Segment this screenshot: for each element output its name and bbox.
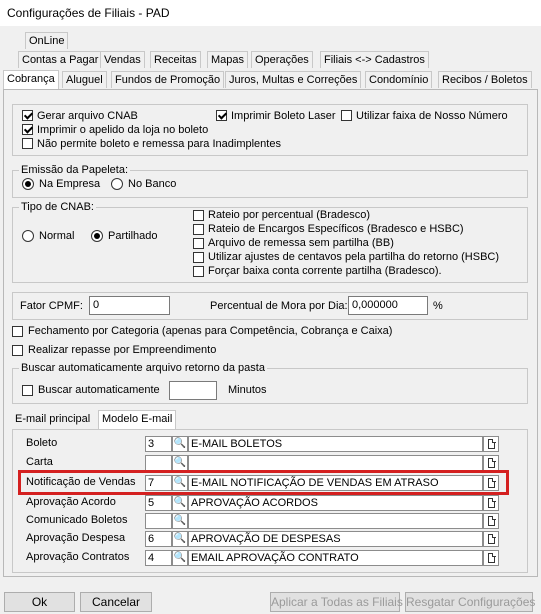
document-icon[interactable]: [483, 436, 499, 452]
tab-online[interactable]: OnLine: [25, 32, 68, 49]
utilizar-ajustes-checkbox[interactable]: [193, 252, 204, 263]
binoculars-icon[interactable]: 🔍: [172, 531, 188, 547]
buscar-automaticamente-label: Buscar automaticamente: [38, 384, 160, 396]
document-icon[interactable]: [483, 495, 499, 511]
tab-contas-a-pagar[interactable]: Contas a Pagar: [18, 51, 102, 68]
fator-cpmf-label: Fator CPMF:: [20, 300, 83, 312]
gerar-cnab-label: Gerar arquivo CNAB: [37, 110, 138, 122]
minutos-input[interactable]: [169, 381, 217, 400]
arquivo-remessa-checkbox[interactable]: [193, 238, 204, 249]
email-row-description: [188, 513, 483, 529]
email-row-description: EMAIL APROVAÇÃO CONTRATO: [188, 550, 483, 566]
tab-email-principal[interactable]: E-mail principal: [15, 413, 91, 425]
tab-filiais-cadastros[interactable]: Filiais <-> Cadastros: [320, 51, 429, 68]
forcar-baixa-label: Forçar baixa conta corrente partilha (Bradesco).: [208, 265, 442, 277]
realizar-repasse-checkbox[interactable]: [12, 345, 23, 356]
tab-fundos-promocao[interactable]: Fundos de Promoção: [111, 71, 224, 88]
document-icon[interactable]: [483, 513, 499, 529]
cnab-normal-label: Normal: [39, 230, 75, 242]
gerar-cnab-checkbox[interactable]: [22, 110, 33, 121]
email-row-label: Boleto: [26, 437, 58, 449]
forcar-baixa-checkbox[interactable]: [193, 266, 204, 277]
ok-button[interactable]: Ok: [4, 592, 75, 612]
cancelar-button[interactable]: Cancelar: [80, 592, 152, 612]
window-title: Configurações de Filiais - PAD: [7, 6, 170, 20]
tab-receitas[interactable]: Receitas: [150, 51, 201, 68]
percentual-mora-input[interactable]: 0,000000: [348, 296, 428, 315]
cnab-partilhado-label: Partilhado: [108, 230, 158, 242]
imprimir-apelido-label: Imprimir o apelido da loja no boleto: [37, 124, 209, 136]
na-empresa-radio[interactable]: [22, 178, 34, 190]
buscar-automaticamente-checkbox[interactable]: [22, 385, 33, 396]
percent-sign: %: [433, 300, 443, 312]
email-row-number-input[interactable]: [145, 513, 172, 529]
realizar-repasse-label: Realizar repasse por Empreendimento: [28, 344, 217, 356]
aplicar-todas-filiais-button[interactable]: Aplicar a Todas as Filiais: [270, 592, 400, 612]
email-row-number-input[interactable]: 4: [145, 550, 172, 566]
na-empresa-label: Na Empresa: [39, 178, 101, 190]
arquivo-remessa-label: Arquivo de remessa sem partilha (BB): [208, 237, 394, 249]
tab-modelo-email[interactable]: Modelo E-mail: [98, 410, 176, 429]
email-row-number-input[interactable]: 6: [145, 531, 172, 547]
email-row-number-input[interactable]: 3: [145, 436, 172, 452]
email-row-description: [188, 455, 483, 471]
tab-cobranca[interactable]: Cobrança: [3, 70, 59, 89]
rateio-encargos-checkbox[interactable]: [193, 224, 204, 235]
email-row-label: Aprovação Acordo: [26, 496, 116, 508]
document-icon[interactable]: [483, 550, 499, 566]
rateio-percentual-checkbox[interactable]: [193, 210, 204, 221]
document-icon[interactable]: [483, 531, 499, 547]
binoculars-icon[interactable]: 🔍: [172, 455, 188, 471]
rateio-encargos-label: Rateio de Encargos Específicos (Bradesco e HSBC): [208, 223, 464, 235]
email-row-label: Aprovação Despesa: [26, 532, 126, 544]
binoculars-icon[interactable]: 🔍: [172, 513, 188, 529]
imprimir-boleto-laser-label: Imprimir Boleto Laser: [231, 110, 336, 122]
tab-condominio[interactable]: Condomínio: [365, 71, 432, 88]
buscar-title: Buscar automaticamente arquivo retorno da pasta: [21, 362, 265, 374]
rateio-percentual-label: Rateio por percentual (Bradesco): [208, 209, 371, 221]
email-row-label: Aprovação Contratos: [26, 551, 130, 563]
email-row-description: APROVAÇÃO DE DESPESAS: [188, 531, 483, 547]
title-bar: [0, 0, 541, 26]
utilizar-faixa-checkbox[interactable]: [341, 110, 352, 121]
cnab-partilhado-radio[interactable]: [91, 230, 103, 242]
tab-aluguel[interactable]: Aluguel: [62, 71, 107, 88]
email-row-label: Comunicado Boletos: [26, 514, 128, 526]
emissao-title: Emissão da Papeleta:: [21, 164, 129, 176]
tab-vendas[interactable]: Vendas: [100, 51, 145, 68]
utilizar-ajustes-label: Utilizar ajustes de centavos pela partilha do retorno (HSBC): [208, 251, 500, 263]
utilizar-faixa-label: Utilizar faixa de Nosso Número: [356, 110, 508, 122]
minutos-label: Minutos: [228, 384, 267, 396]
email-row-label: Carta: [26, 456, 53, 468]
tab-recibos-boletos[interactable]: Recibos / Boletos: [438, 71, 532, 88]
binoculars-icon[interactable]: 🔍: [172, 436, 188, 452]
email-row-description: E-MAIL NOTIFICAÇÃO DE VENDAS EM ATRASO: [188, 475, 483, 491]
tab-operacoes[interactable]: Operações: [251, 51, 313, 68]
cnab-normal-radio[interactable]: [22, 230, 34, 242]
binoculars-icon[interactable]: 🔍: [172, 550, 188, 566]
no-banco-radio[interactable]: [111, 178, 123, 190]
fechamento-categoria-label: Fechamento por Categoria (apenas para Competência, Cobrança e Caixa): [28, 325, 393, 337]
email-row-description: APROVAÇÃO ACORDOS: [188, 495, 483, 511]
tipo-cnab-title: Tipo de CNAB:: [21, 201, 94, 213]
tab-mapas[interactable]: Mapas: [207, 51, 248, 68]
tab-juros-multas[interactable]: Juros, Multas e Correções: [225, 71, 361, 88]
email-row-number-input[interactable]: 7: [145, 475, 172, 491]
imprimir-boleto-laser-checkbox[interactable]: [216, 110, 227, 121]
imprimir-apelido-checkbox[interactable]: [22, 124, 33, 135]
email-row-label: Notificação de Vendas: [26, 476, 136, 488]
email-row-number-input[interactable]: 5: [145, 495, 172, 511]
fechamento-categoria-checkbox[interactable]: [12, 326, 23, 337]
binoculars-icon[interactable]: 🔍: [172, 495, 188, 511]
binoculars-icon[interactable]: 🔍: [172, 475, 188, 491]
nao-permite-checkbox[interactable]: [22, 138, 33, 149]
document-icon[interactable]: [483, 455, 499, 471]
fator-cpmf-input[interactable]: 0: [89, 296, 170, 315]
resgatar-configuracoes-button[interactable]: Resgatar Configurações: [405, 592, 533, 612]
no-banco-label: No Banco: [128, 178, 177, 190]
highlight-annotation: [18, 470, 509, 495]
email-row-number-input[interactable]: [145, 455, 172, 471]
nao-permite-label: Não permite boleto e remessa para Inadimplentes: [37, 138, 281, 150]
email-row-description: E-MAIL BOLETOS: [188, 436, 483, 452]
percentual-mora-label: Percentual de Mora por Dia:: [210, 300, 348, 312]
